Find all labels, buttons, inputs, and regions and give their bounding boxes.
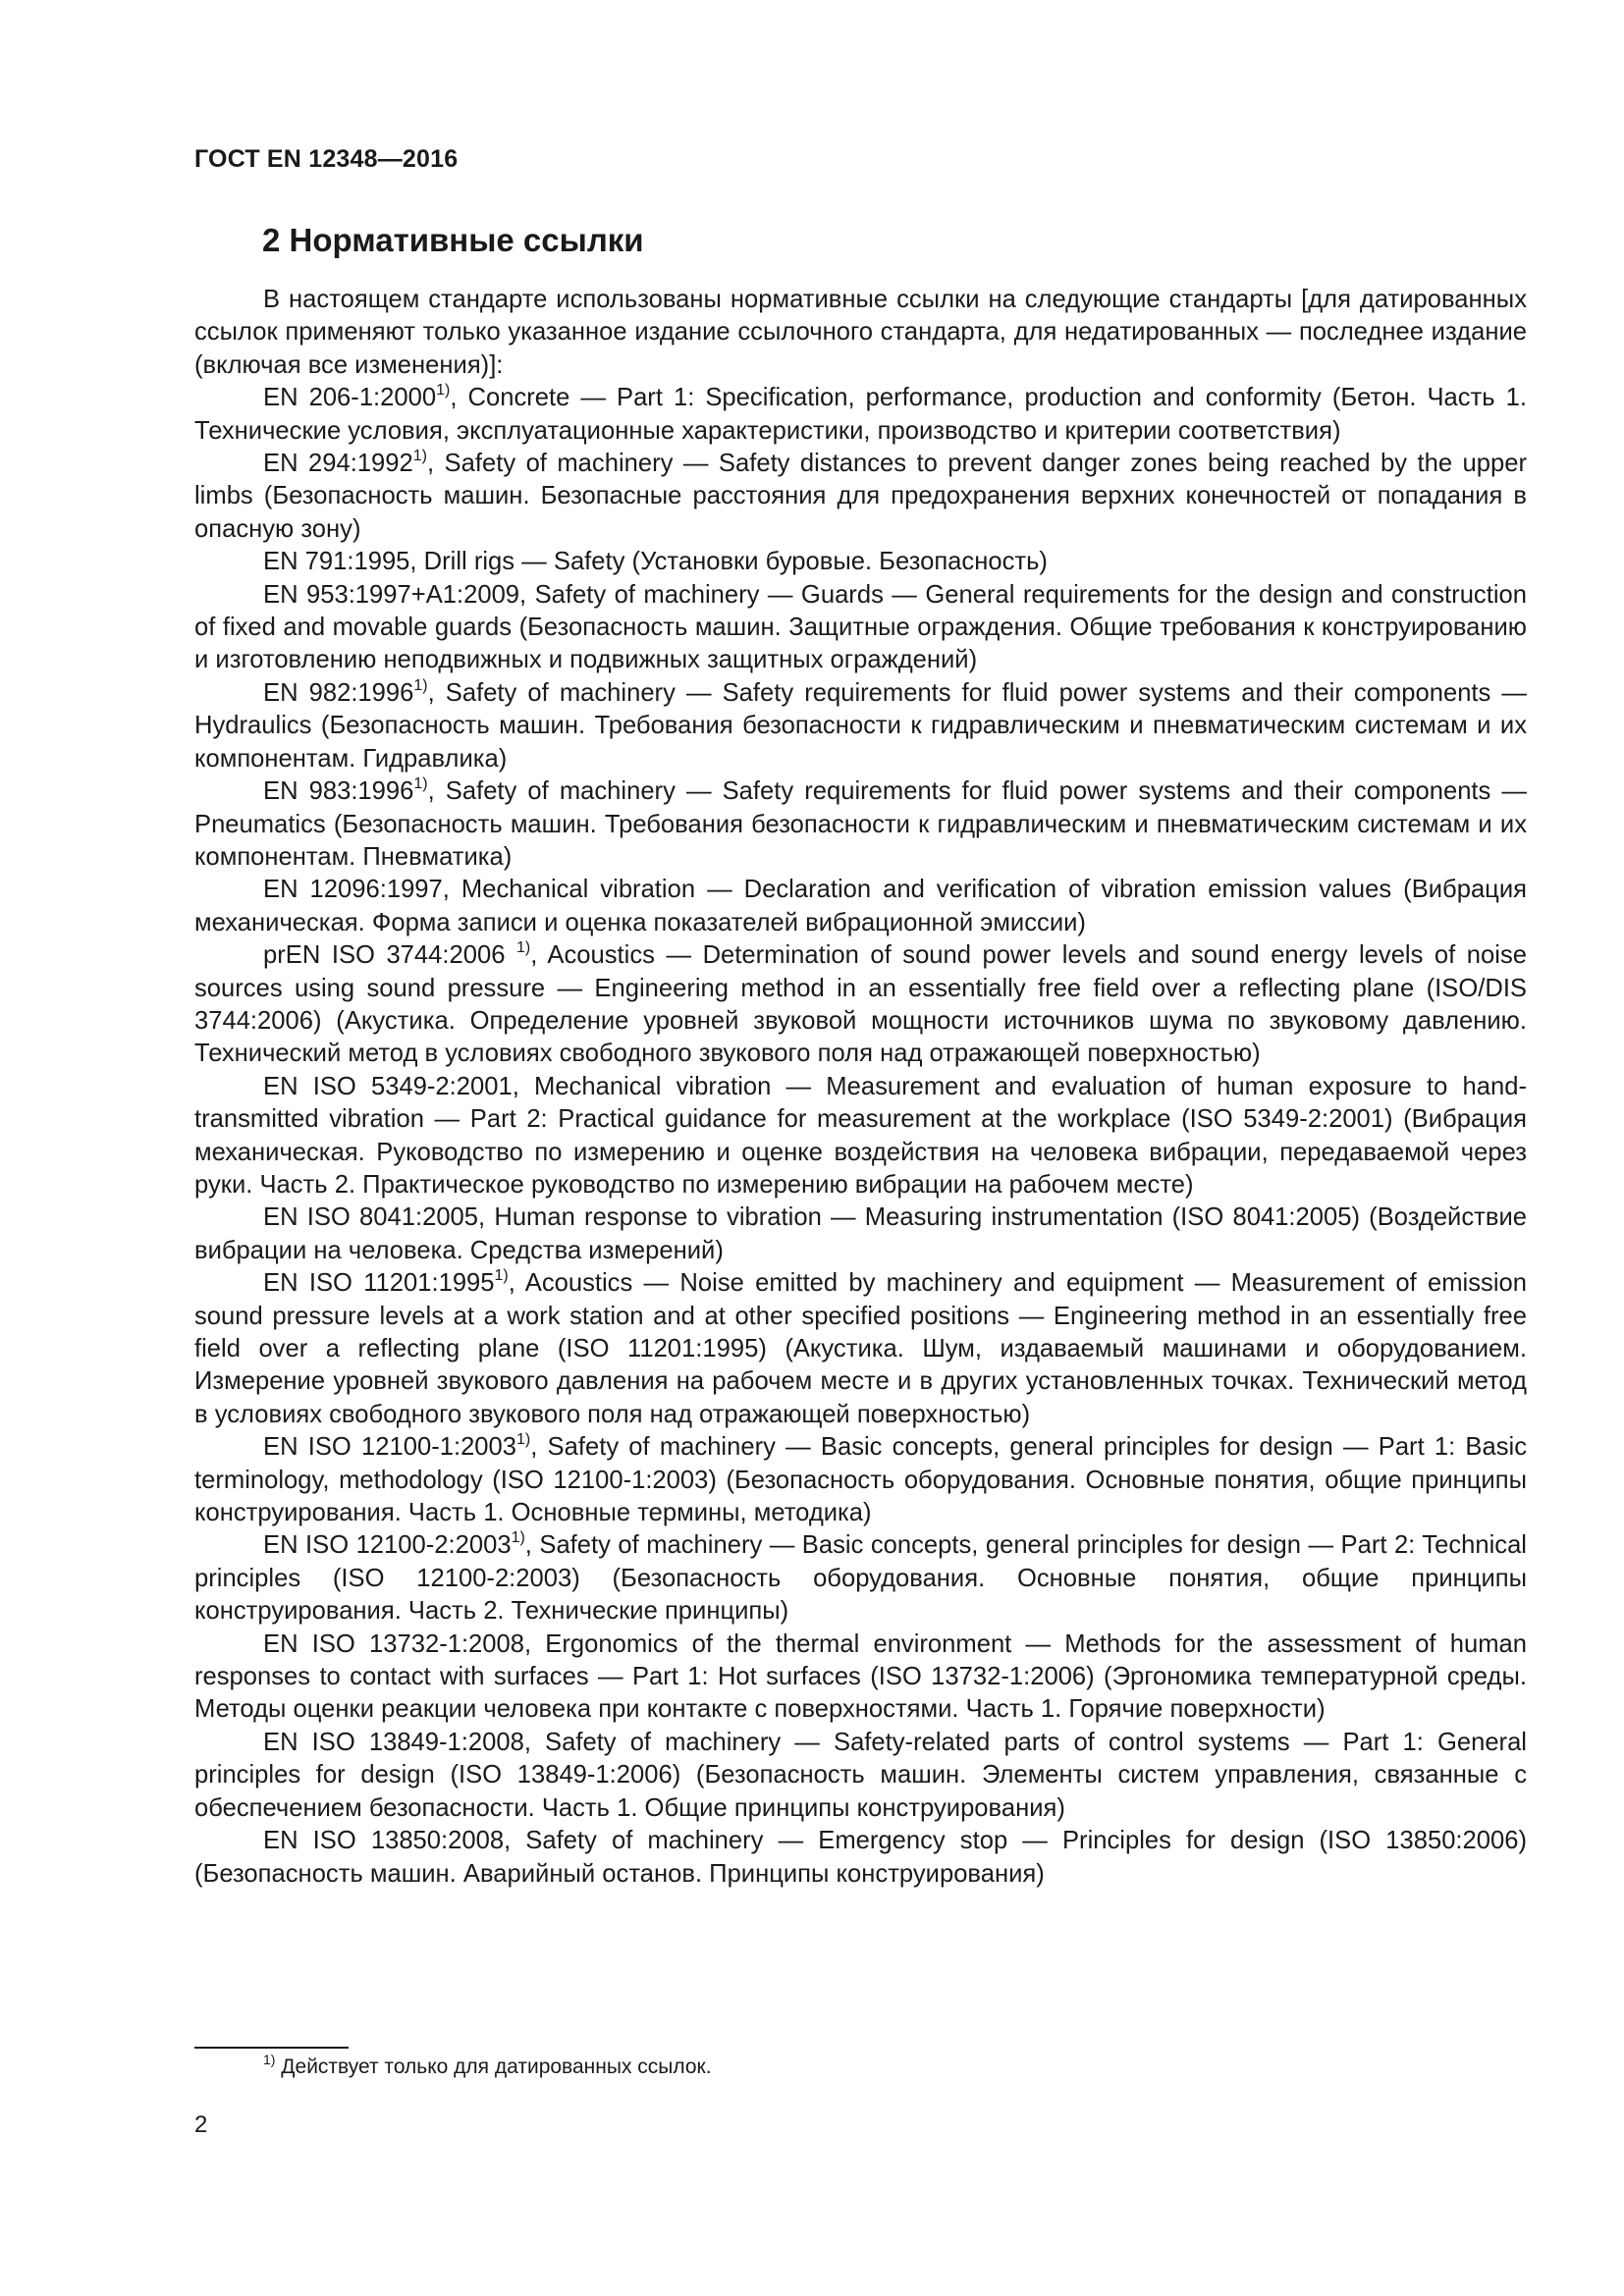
reference-title: , Safety of machinery — Emergency stop — Principles for design (ISO 13850:2006) (Безопасность машин. Аварийный останов. Принципы конструирования) [194,1827,1527,1888]
reference-title: , Safety of machinery — Basic concepts, general principles for design — Part 1: Basic terminology, methodology (ISO 12100-1:2003) (Безопасность оборудования. Основные понятия, общие принципы конструирования. Часть 1. Основные термины, методика) [194,1433,1527,1527]
reference-title: , Safety of machinery — Safety requirements for fluid power systems and their components — Hydraulics (Безопасность машин. Требования безопасности к гидравлическим и пневматическим системам и их компонентам. Гидравлика) [194,678,1527,773]
footnote-reference-marker: 1) [516,1431,531,1449]
reference-entry [194,579,1527,677]
reference-title: , Mechanical vibration — Declaration and verification of vibration emission values (Вибрация механическая. Форма записи и оценка показателей вибрационной эмиссии) [194,876,1527,936]
document-header: ГОСТ EN 12348—2016 [194,145,459,173]
footnote-marker: 1) [263,2052,276,2067]
reference-entry [194,546,1527,578]
footnote-reference-marker: 1) [511,1529,525,1547]
reference-code: EN ISO 13850:2008 [263,1827,505,1855]
reference-code: EN 953:1997+A1:2009 [263,580,520,609]
reference-entry [194,939,1527,1071]
reference-title: , Safety of machinery — Safety-related parts of control systems — Part 1: General principles for design (ISO 13849-1:2006) (Безопасность машин. Элементы систем управления, связанные с обеспечением безопасности. Часть 1. Общие принципы конструирования) [194,1728,1527,1822]
section-title: 2 Нормативные ссылки [262,222,644,258]
reference-code: EN ISO 5349-2:2001 [263,1072,513,1100]
reference-entry [194,677,1527,775]
reference-title: , Concrete — Part 1: Specification, performance, production and conformity (Бетон. Часть 1. Технические условия, эксплуатационные характеристики, производство и критерии соответствия) [194,384,1528,445]
reference-code: EN ISO 12100-2:2003 [263,1531,512,1560]
intro-paragraph: В настоящем стандарте использованы нормативные ссылки на следующие стандарты [для датированных ссылок применяют только указанное издание ссылочного стандарта, для недатированных — последнее издание (включая все изменения)]: [194,286,1527,379]
reference-code: EN ISO 11201:1995 [263,1269,495,1298]
reference-title: , Human response to vibration — Measuring instrumentation (ISO 8041:2005) (Воздействие вибрации на человека. Средства измерений) [194,1203,1527,1264]
footnote-reference-marker: 1) [436,382,451,400]
reference-code: EN 294:1992 [263,450,413,478]
reference-title: , Acoustics — Noise emitted by machinery and equipment — Measurement of emission sound pressure levels at a work station and at other specified positions — Engineering method in an essentially free field over a reflecting plane (ISO 11201:1995) (Акустика. Шум, издаваемый машинами и оборудованием. Измерение уровней звукового давления на рабочем месте и в других установленных точках. Технический метод в условиях свободного звукового поля над отражающей поверхностью) [194,1269,1527,1428]
footnote-reference-marker: 1) [413,676,428,694]
reference-entry [194,1825,1527,1891]
reference-code: EN 983:1996 [263,777,414,806]
reference-code: EN ISO 8041:2005 [263,1203,479,1232]
reference-entry [194,1267,1527,1431]
page-number: 2 [194,2111,208,2138]
reference-title: , Safety of machinery — Basic concepts, general principles for design — Part 2: Technical principles (ISO 12100-2:2003) (Безопасность оборудования. Основные понятия, общие принципы конструирования. Часть 2. Технические принципы) [194,1531,1527,1626]
footnote-reference-marker: 1) [515,939,531,957]
reference-title: , Safety of machinery — Guards — General requirements for the design and construction of fixed and movable guards (Безопасность машин. Защитные ограждения. Общие требования к конструированию и изготовлению неподвижных и подвижных защитных ограждений) [194,580,1527,674]
reference-code: prEN ISO 3744:2006 [263,941,516,970]
reference-code: EN 206-1:2000 [263,384,437,412]
reference-code: EN ISO 12100-1:2003 [263,1433,517,1462]
section-body [194,284,1527,1891]
footnote [263,2054,712,2081]
reference-entry [194,1431,1527,1529]
reference-entry [194,1529,1527,1628]
reference-code: EN 982:1996 [263,678,414,707]
reference-title: , Safety of machinery — Safety distances to prevent danger zones being reached by the upper limbs (Безопасность машин. Безопасные расстояния для предохранения верхних конечностей от попадания в опасную зону) [194,450,1528,543]
reference-entry [194,1727,1527,1825]
reference-entry [194,775,1527,874]
reference-entry [194,448,1527,546]
reference-code: EN ISO 13732-1:2008 [263,1629,524,1658]
reference-entry [194,1629,1527,1727]
reference-entry [194,874,1527,939]
reference-code: EN ISO 13849-1:2008 [263,1728,524,1756]
footnote-reference-marker: 1) [412,448,427,465]
reference-code: EN 791:1995 [263,548,410,576]
reference-title: , Ergonomics of the thermal environment — Methods for the assessment of human responses to contact with surfaces — Part 1: Hot surfaces (ISO 13732-1:2006) (Эргономика температурной среды. Методы оценки реакции человека при контакте с поверхностями. Часть 1. Горячие поверхности) [194,1629,1527,1724]
reference-list [194,382,1527,1891]
reference-title: , Acoustics — Determination of sound power levels and sound energy levels of noise sources using sound pressure — Engineering method in an essentially free field over a reflecting plane (ISO/DIS 3744:2006) (Акустика. Определение уровней звуковой мощности источников шума по звуковому давлению. Технический метод в условиях свободного звукового поля над отражающей поверхностью) [194,941,1527,1068]
footnote-text: Действует только для датированных ссылок. [275,2056,712,2078]
reference-code: EN 12096:1997 [263,876,443,904]
footnote-reference-marker: 1) [413,775,428,793]
footnote-reference-marker: 1) [494,1267,509,1285]
footnote-divider [194,2047,349,2049]
reference-entry [194,382,1527,448]
reference-title: , Safety of machinery — Safety requirements for fluid power systems and their components — Pneumatics (Безопасность машин. Требования безопасности к гидравлическим и пневматическим системам и их компонентам. Пневматика) [194,777,1527,871]
reference-title: , Mechanical vibration — Measurement and evaluation of human exposure to hand-transmitted vibration — Part 2: Practical guidance for measurement at the workplace (ISO 5349-2:2001) (Вибрация механическая. Руководство по измерению и оценке воздействия на человека вибрации, передаваемой через руки. Часть 2. Практическое руководство по измерению вибрации на рабочем месте) [194,1072,1527,1199]
reference-title: , Drill rigs — Safety (Установки буровые. Безопасность) [409,548,1048,576]
reference-entry [194,1201,1527,1267]
reference-entry [194,1071,1527,1202]
